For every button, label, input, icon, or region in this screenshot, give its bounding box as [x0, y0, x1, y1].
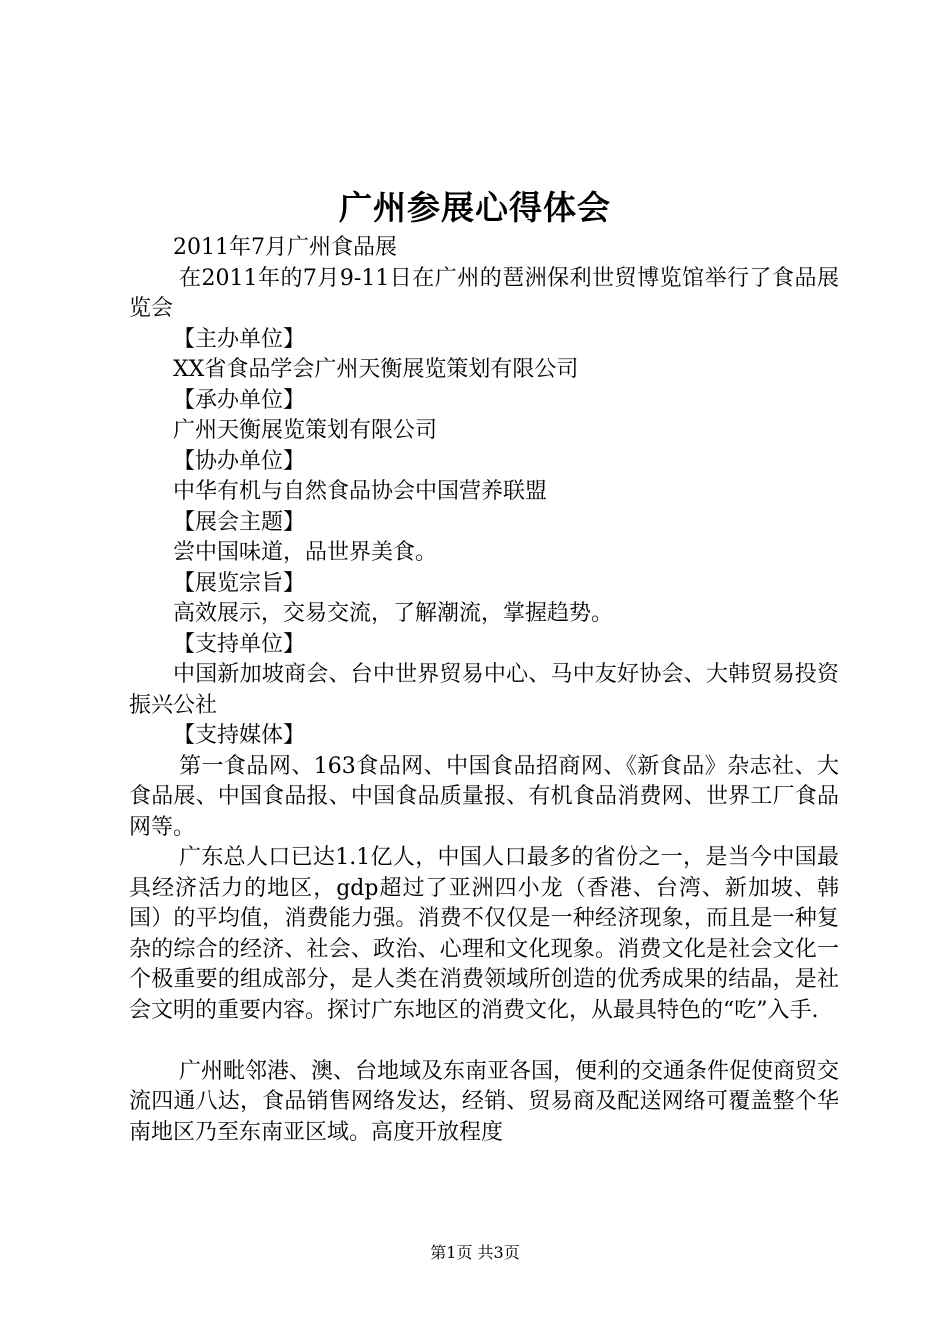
- section-heading-supporters: 【支持单位】: [173, 631, 306, 657]
- paragraph-media: 第一食品网、163食品网、中国食品招商网、《新食品》杂志社、大食品展、中国食品报、中国食品质量报、有机食品消费网、世界工厂食品网等。: [129, 753, 839, 840]
- section-heading-co-organizer: 【协办单位】: [173, 448, 306, 474]
- paragraph-guangzhou: 广州毗邻港、澳、台地域及东南亚各国，便利的交通条件促使商贸交流四通八达，食品销售网络发达，经销、贸易商及配送网络可覆盖整个华南地区乃至东南亚区域。高度开放程度: [129, 1058, 840, 1145]
- section-heading-theme: 【展会主题】: [173, 509, 306, 535]
- paragraph-guangdong: 广东总人口已达1.1亿人，中国人口最多的省份之一，是当今中国最具经济活力的地区，gdp超过了亚洲四小龙（香港、台湾、新加坡、韩国）的平均值，消费能力强。消费不仅仅是一种经济现象，而且是一种复杂的综合的经济、社会、政治、心理和文化现象。消费文化是社会文化一个极重要的组成部分，是人类在消费领域所创造的优秀成果的结晶，是社会文明的重要内容。探讨广东地区的消费文化，从最具特色的“吃”入手.: [129, 845, 839, 1023]
- paragraph-organizer: XX省食品学会广州天衡展览策划有限公司: [173, 357, 579, 382]
- section-heading-undertaker: 【承办单位】: [173, 387, 306, 413]
- paragraph-co-organizer: 中华有机与自然食品协会中国营养联盟: [173, 479, 548, 504]
- section-heading-organizer: 【主办单位】: [173, 326, 306, 352]
- page-footer: 第1页 共3页: [430, 1243, 520, 1262]
- document-body: [129, 233, 839, 1148]
- paragraph-undertaker: 广州天衡展览策划有限公司: [173, 418, 438, 443]
- section-heading-purpose: 【展览宗旨】: [173, 570, 306, 596]
- paragraph-supporters: 中国新加坡商会、台中世界贸易中心、马中友好协会、大韩贸易投资振兴公社: [129, 662, 839, 718]
- paragraph-theme: 尝中国味道，品世界美食。: [173, 540, 438, 565]
- paragraph-subtitle: 2011年7月广州食品展: [173, 235, 397, 260]
- section-heading-media: 【支持媒体】: [173, 723, 306, 748]
- paragraph-intro: 在2011年的7月9-11日在广州的琶洲保利世贸博览馆举行了食品展览会: [129, 265, 839, 321]
- document-title: 广州参展心得体会: [339, 188, 611, 227]
- paragraph-gap: [129, 1026, 839, 1057]
- paragraph-purpose: 高效展示，交易交流，了解潮流，掌握趋势。: [173, 601, 614, 626]
